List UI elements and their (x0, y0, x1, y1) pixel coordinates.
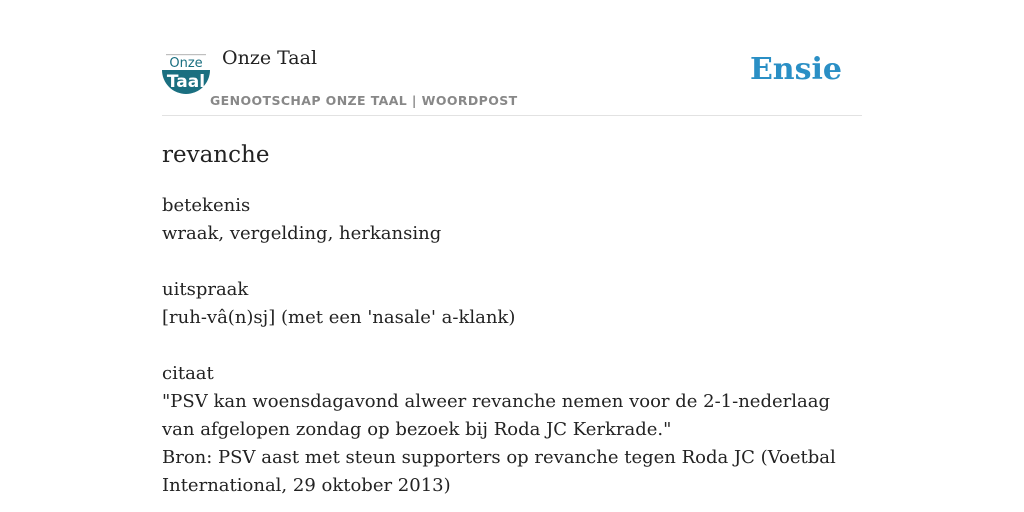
logo-text-top: Onze (169, 56, 203, 71)
entry-content (162, 192, 862, 500)
pronunciation-value: [ruh-vâ(n)sj] (met een 'nasale' a-klank) (162, 307, 516, 328)
onze-taal-logo[interactable] (162, 52, 210, 96)
page (162, 0, 862, 512)
spacer (162, 332, 862, 360)
brand-name[interactable]: Onze Taal (222, 47, 318, 69)
pronunciation-label: uitspraak (162, 279, 249, 300)
logo-text-bottom: Taal (166, 72, 206, 92)
meaning-label: betekenis (162, 195, 251, 216)
quote-source: Bron: PSV aast met steun supporters op revanche tegen Roda JC (Voetbal International, 29 oktober 2013) (162, 447, 836, 496)
brand-subtitle: GENOOTSCHAP ONZE TAAL | WOORDPOST (210, 93, 518, 108)
quote-text: "PSV kan woensdagavond alweer revanche nemen voor de 2-1-nederlaag van afgelopen zondag op bezoek bij Roda JC Kerkrade." (162, 391, 830, 440)
spacer (162, 248, 862, 276)
meaning-value: wraak, vergelding, herkansing (162, 223, 442, 244)
header-divider (162, 115, 862, 116)
entry-title: revanche (162, 142, 270, 168)
onze-taal-logo-icon (162, 52, 210, 96)
ensie-logo[interactable]: Ensie (749, 52, 842, 87)
quote-label: citaat (162, 363, 214, 384)
